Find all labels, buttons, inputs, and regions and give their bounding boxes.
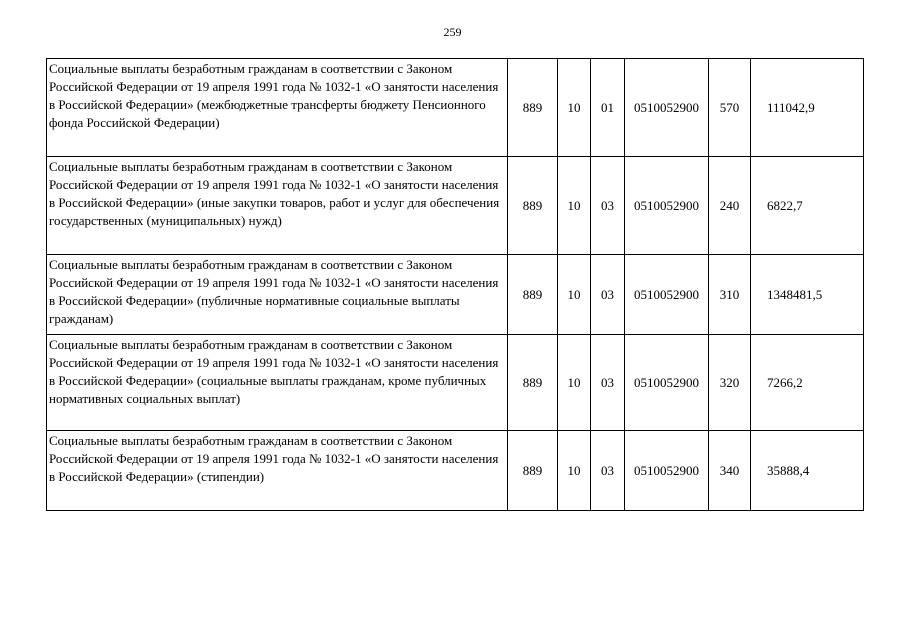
target-article-code: 0510052900 [625,335,709,431]
ministry-code: 889 [508,255,558,335]
page-number: 259 [443,25,462,39]
expense-type-code: 340 [709,431,751,511]
ministry-code: 889 [508,157,558,255]
target-article-code: 0510052900 [625,255,709,335]
table-row [47,255,864,335]
amount-value: 7266,2 [751,335,864,431]
amount-value: 111042,9 [751,59,864,157]
budget-table [46,58,864,511]
row-description: Социальные выплаты безработным гражданам в соответствии с Законом Российской Федерации от 19 апреля 1991 года № 1032-1 «О занятости населения в Российской Федерации» (публичные нормативные социальные выплаты гражданам) [47,255,508,335]
row-description: Социальные выплаты безработным гражданам в соответствии с Законом Российской Федерации от 19 апреля 1991 года № 1032-1 «О занятости населения в Российской Федерации» (иные закупки товаров, работ и услуг для обеспечения государственных (муниципальных) нужд) [47,157,508,255]
subsection-code: 03 [591,335,625,431]
target-article-code: 0510052900 [625,157,709,255]
table-row [47,157,864,255]
row-description: Социальные выплаты безработным гражданам в соответствии с Законом Российской Федерации от 19 апреля 1991 года № 1032-1 «О занятости населения в Российской Федерации» (межбюджетные трансферты бюджету Пенсионного фонда Российской Федерации) [47,59,508,157]
table-row [47,431,864,511]
row-description: Социальные выплаты безработным гражданам в соответствии с Законом Российской Федерации от 19 апреля 1991 года № 1032-1 «О занятости населения в Российской Федерации» (социальные выплаты гражданам, кроме публичных нормативных социальных выплат) [47,335,508,431]
section-code: 10 [558,255,591,335]
ministry-code: 889 [508,59,558,157]
ministry-code: 889 [508,335,558,431]
ministry-code: 889 [508,431,558,511]
expense-type-code: 240 [709,157,751,255]
subsection-code: 01 [591,59,625,157]
expense-type-code: 570 [709,59,751,157]
expense-type-code: 310 [709,255,751,335]
expense-type-code: 320 [709,335,751,431]
section-code: 10 [558,157,591,255]
subsection-code: 03 [591,157,625,255]
amount-value: 35888,4 [751,431,864,511]
table-row [47,335,864,431]
amount-value: 1348481,5 [751,255,864,335]
target-article-code: 0510052900 [625,59,709,157]
amount-value: 6822,7 [751,157,864,255]
section-code: 10 [558,59,591,157]
target-article-code: 0510052900 [625,431,709,511]
section-code: 10 [558,431,591,511]
section-code: 10 [558,335,591,431]
subsection-code: 03 [591,255,625,335]
table-row [47,59,864,157]
row-description: Социальные выплаты безработным гражданам в соответствии с Законом Российской Федерации от 19 апреля 1991 года № 1032-1 «О занятости населения в Российской Федерации» (стипендии) [47,431,508,511]
subsection-code: 03 [591,431,625,511]
